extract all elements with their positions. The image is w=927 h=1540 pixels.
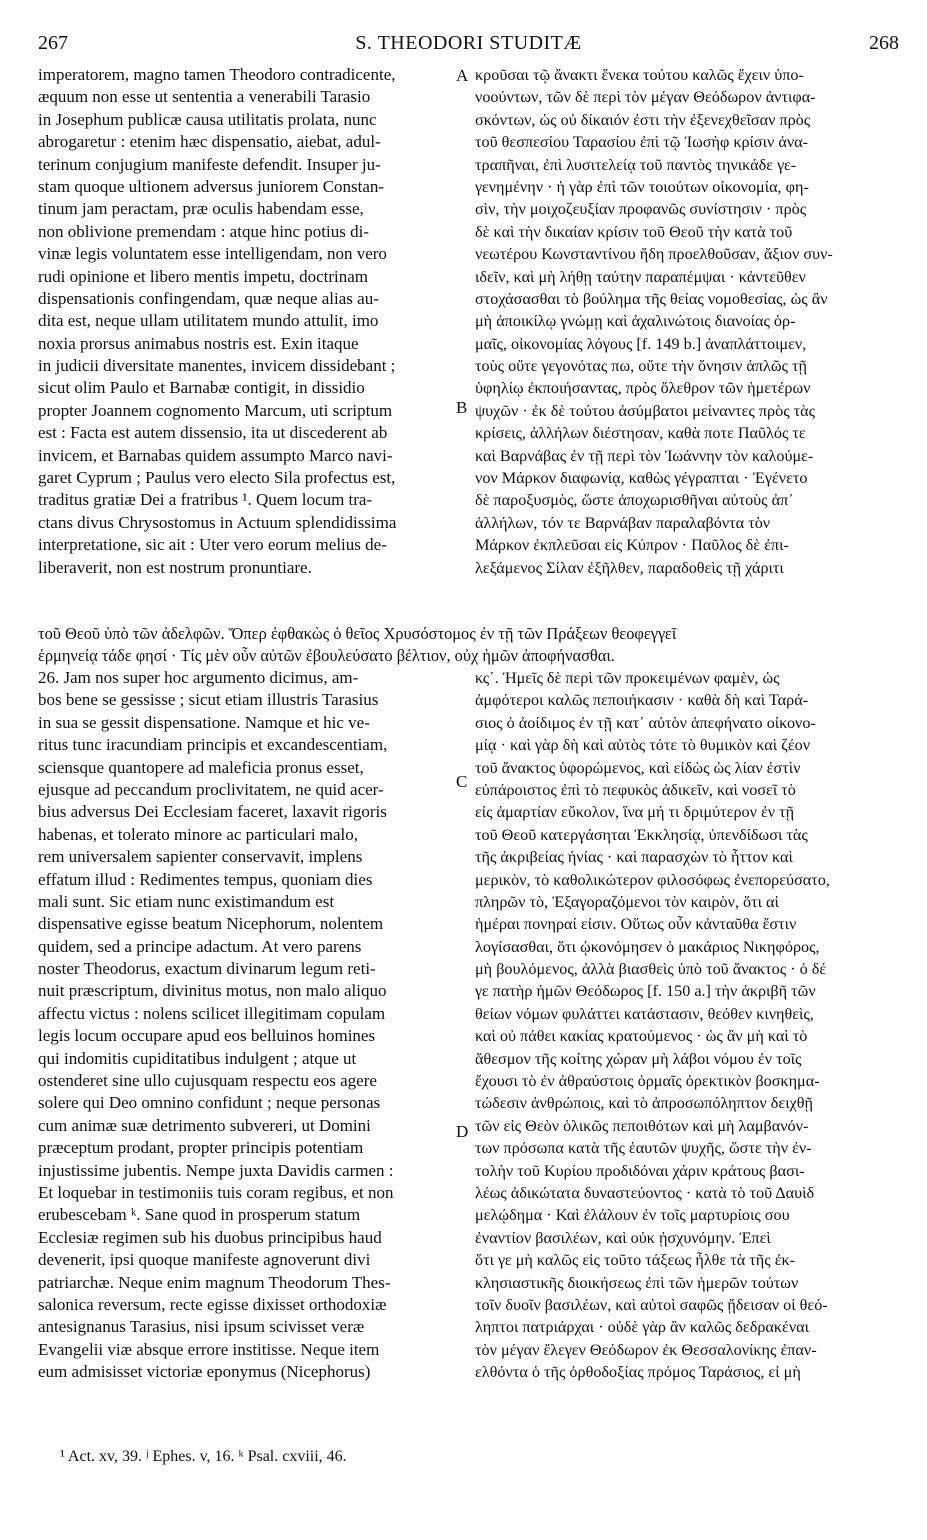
- greek-text-line: κς΄. Ἡμεῖς δὲ περὶ τῶν προκειμένων φαμὲν, ὡς: [475, 669, 780, 687]
- greek-text-line: καὶ οὐ πάθει κακίας κρατούμενος · ὡς ἂν μὴ καὶ τὸ: [475, 1027, 808, 1046]
- latin-text-line: antesignanus Tarasius, nisi ipsum scivisset veræ: [38, 1317, 365, 1337]
- greek-column-bottom: [475, 667, 897, 1384]
- latin-text-line: noxia prorsus animabus nostris est. Exin itaque: [38, 333, 359, 353]
- latin-text-line: eum admisisset victoriæ eponymus (Nicephorus): [38, 1362, 371, 1382]
- greek-text-line: τολὴν τοῦ Κυρίου προδιδόναι χάριν κράτους βασι-: [475, 1161, 805, 1180]
- latin-text-line: invicem, et Barnabas quidem assumpto Marco navi-: [38, 445, 393, 465]
- latin-text-line: vinæ legis voluntatem esse intelligendam, non vero: [38, 244, 387, 264]
- greek-text-line: μελῴδημα · Καὶ ἐλάλουν ἐν τοῖς μαρτυρίοις σου: [475, 1206, 790, 1225]
- greek-text-line: μὴ βουλόμενος, ἀλλὰ βιασθεὶς ὑπὸ τοῦ ἄνακτος · ὁ δέ: [475, 960, 827, 979]
- margin-marker-a: A: [456, 66, 469, 85]
- greek-text-line: μίᾳ · καὶ γὰρ δὴ καὶ αὐτὸς τότε τὸ θυμικὸν καὶ ζέον: [475, 736, 811, 755]
- footnotes: ¹ Act. xv, 39. ʲ Ephes. v, 16. ᵏ Psal. cxviii, 46.: [60, 1448, 347, 1465]
- latin-text-line: 26. Jam nos super hoc argumento dicimus, am-: [38, 668, 359, 687]
- greek-text-line: ἀλλήλων, τόν τε Βαρνάβαν παραλαβόντα τὸν: [475, 513, 771, 532]
- greek-text-line: πληρῶν τὸ, Ἐξαγοραζόμενοι τὸν καιρὸν, ὅτι αἱ: [475, 892, 779, 911]
- greek-text-line: ἄθεσμον τῆς κοίτης χώραν μὴ λάβοι νόμου ἐν τοῖς: [475, 1049, 802, 1068]
- latin-text-line: tinum jam peractam, præ oculis habendam esse,: [38, 199, 364, 219]
- greek-text-line: δὲ καὶ τὴν δικαίαν κρίσιν τοῦ Θεοῦ τὴν κατὰ τοῦ: [475, 222, 793, 241]
- latin-text-line: æquum non esse ut sententia a venerabili Tarasio: [38, 87, 371, 107]
- latin-text-line: nuit præscriptum, divinitus motus, non malo aliquo: [38, 981, 387, 1001]
- latin-text-line: Evangelii viæ absque errore institisse. Neque item: [38, 1339, 380, 1359]
- greek-text-line: Μάρκον ἐκπλεῦσαι εἰς Κύπρον · Παῦλος δὲ ἐπι-: [475, 536, 789, 555]
- greek-text-line: λέως ἀδικώτατα δυναστεύοντος · κατὰ τὸ τοῦ Δαυὶδ: [475, 1183, 815, 1202]
- greek-text-line: μαῖς, οἰκονομίας λόγους [f. 149 b.] ἀναπλάττοιμεν,: [475, 334, 807, 353]
- latin-text-line: Et loquebar in testimoniis tuis coram regibus, et non: [38, 1182, 394, 1202]
- left-page-number: 267: [38, 32, 68, 54]
- margin-marker-c: C: [456, 772, 468, 791]
- latin-text-line: Ecclesiæ regimen sub his duobus principibus haud: [38, 1227, 382, 1247]
- greek-text-line: δὲ παροξυσμὸς, ὥστε ἀποχωρισθῆναι αὐτοὺς ἀπ᾽: [475, 491, 794, 510]
- latin-text-line: terinum conjugium manifeste defendit. Insuper ju-: [38, 154, 381, 174]
- latin-text-line: ostenderet sine ullo cujusquam respectu eos agere: [38, 1071, 377, 1091]
- latin-text-line: effatum illud : Redimentes tempus, quoniam dies: [38, 869, 373, 889]
- latin-text-line: stam quoque ultionem adversus juniorem Constan-: [38, 176, 385, 196]
- latin-text-line: interpretatione, sic ait : Uter vero eorum melius de-: [38, 535, 387, 555]
- latin-text-line: devenerit, ipsi quoque manifeste agnoverunt divi: [38, 1250, 371, 1270]
- full-width-text-line: τοῦ Θεοῦ ὑπὸ τῶν ἀδελφῶν. Ὅπερ ἐφθακὼς ὁ θεῖος Χρυσόστομος ἐν τῇ τῶν Πράξεων θεοφεγγεῖ: [38, 624, 677, 643]
- greek-text-line: λογίσασθαι, ὅτι ᾠκονόμησεν ὁ μακάριος Νικηφόρος,: [475, 937, 820, 956]
- latin-text-line: bos bene se gessisse ; sicut etiam illustris Tarasius: [38, 690, 379, 710]
- latin-text-line: solere qui Deo omnino confidunt ; neque personas: [38, 1093, 381, 1113]
- greek-text-line: νοούντων, τῶν δὲ περὶ τὸν μέγαν Θεόδωρον ἀντιφα-: [475, 88, 816, 107]
- latin-text-line: est : Facta est autem dissensio, ita ut discederent ab: [38, 423, 388, 443]
- latin-text-line: qui indomitis cupiditatibus indulgent ; atque ut: [38, 1048, 357, 1068]
- greek-text-line: ἐναντίον βασιλέων, καὶ οὐκ ᾐσχυνόμην. Ἐπεὶ: [475, 1228, 771, 1247]
- latin-text-line: non oblivione premendam : atque hinc potius di-: [38, 221, 369, 241]
- greek-text-line: εὐπάροιστος ἐπὶ τὸ πεφυκὸς ἀδικεῖν, καὶ νοσεῖ τὸ: [475, 780, 796, 799]
- greek-text-line: μερικὸν, τὸ καθολικώτερον φιλοσόφως ἐνεπορεύσατο,: [475, 870, 830, 889]
- latin-text-line: quidem, sed a principe adactum. At vero parens: [38, 936, 362, 956]
- latin-text-line: erubescebam ᵏ. Sane quod in prosperum statum: [38, 1205, 361, 1225]
- latin-text-line: noster Theodorus, exactum divinarum legum reti-: [38, 959, 376, 979]
- latin-text-line: in sua se gessit dispensatione. Namque et hic ve-: [38, 712, 370, 732]
- latin-text-line: injustissime jubentis. Nempe juxta Davidis carmen :: [38, 1160, 394, 1180]
- page-title: S. THEODORI STUDITÆ: [355, 32, 582, 54]
- latin-text-line: præceptum prodant, propter principis potentiam: [38, 1138, 364, 1158]
- greek-text-line: καὶ Βαρνάβας ἐν τῇ περὶ τὸν Ἰωάννην τὸν καλούμε-: [475, 446, 814, 465]
- greek-text-line: νεωτέρου Κωνσταντίνου ἤδη προελθοῦσαν, ἄξιον συν-: [475, 245, 833, 264]
- latin-column-bottom: [38, 667, 458, 1384]
- greek-text-line: τώδεσιν ἀνθρώποις, καὶ τὸ ἀπροσωπόληπτον δειχθῇ: [475, 1094, 813, 1113]
- latin-text-line: dispensative egisse beatum Nicephorum, nolentem: [38, 914, 384, 934]
- latin-text-line: garet Cyprum ; Paulus vero electo Sila profectus est,: [38, 468, 396, 488]
- greek-text-line: μὴ ἀποικίλῳ γνώμῃ καὶ ἀχαλινώτοις διανοίας ὁρ-: [475, 312, 796, 331]
- greek-text-line: ληπτοι πατριάρχαι · οὐδὲ γὰρ ἂν καλῶς δεδρακέναι: [475, 1318, 810, 1337]
- greek-text-line: κροῦσαι τῷ ἄνακτι ἕνεκα τούτου καλῶς ἔχειν ὑπο-: [475, 66, 804, 84]
- full-width-text: [38, 623, 898, 668]
- greek-text-line: τοὺς οὔτε γεγονότας πω, οὔτε τὴν ὄνησιν ἁπλῶς τῇ: [475, 357, 807, 376]
- running-header: [38, 32, 899, 54]
- greek-text-line: τὸν μέγαν ἔλεγεν Θεόδωρον ἐκ Θεσσαλονίκης ἐπαν-: [475, 1340, 817, 1359]
- latin-text-line: ctans divus Chrysostomus in Actuum splendidissima: [38, 512, 397, 532]
- greek-text-line: σιος ὁ ἀοίδιμος ἐν τῇ κατ᾽ αὐτὸν ἀπεφήνατο οἰκονο-: [475, 713, 816, 732]
- latin-text-line: salonica reversum, recte egisse dixisset orthodoxiæ: [38, 1294, 387, 1314]
- greek-text-line: ἡμέραι πονηραί εἰσιν. Οὕτως οὖν κἀνταῦθα ἔστιν: [475, 915, 797, 934]
- latin-text-line: traditus gratiæ Dei a fratribus ¹. Quem locum tra-: [38, 490, 373, 510]
- latin-text-line: in Josephum publicæ causa utilitatis prolata, nunc: [38, 109, 377, 129]
- latin-text-line: in judicii diversitate manentes, invicem dissidebant ;: [38, 356, 396, 376]
- latin-text-line: mali sunt. Sic etiam nunc existimandum est: [38, 891, 335, 911]
- latin-text-line: legis locum occupare apud eos belluinos homines: [38, 1026, 376, 1046]
- greek-text-line: τοῦ ἄνακτος ὑφορώμενος, καὶ εἰδὼς ὡς λίαν ἐστὶν: [475, 758, 801, 777]
- latin-text-line: bius adversus Dei Ecclesiam faceret, laxavit rigoris: [38, 802, 387, 822]
- latin-text-line: ejusque ad peccandum proclivitatem, ne quid acer-: [38, 779, 384, 799]
- full-width-text-line: ἑρμηνείᾳ τάδε φησί · Τίς μὲν οὖν αὐτῶν ἐβουλεύσατο βέλτιον, οὐχ ἡμῶν ἀποφήνασθαι.: [38, 646, 615, 666]
- latin-column-top: [38, 64, 458, 579]
- greek-text-line: ἔχουσι τὸ ἐν ἀθραύστοις ὁρμαῖς ὀρεκτικὸν βοσκημα-: [475, 1072, 820, 1091]
- greek-text-line: ὑφηλίῳ ἐκποιήσαντας, πρὸς ὄλεθρον τῶν ἡμετέρων: [475, 379, 811, 398]
- greek-text-line: τοῦ Θεοῦ κατεργάσηται Ἐκκλησίᾳ, ὑπενδίδωσι τὰς: [475, 825, 808, 844]
- latin-text-line: propter Joannem cognomento Marcum, uti scriptum: [38, 400, 393, 420]
- greek-text-line: ὅτι γε μὴ καλῶς εἰς τοῦτο τάξεως ἦλθε τὰ τῆς ἐκ-: [475, 1251, 796, 1270]
- greek-text-line: ελθόντα ὁ τῆς ὀρθοδοξίας πρόμος Ταράσιος, εἰ μὴ: [475, 1363, 801, 1382]
- greek-text-line: τοῖν δυοῖν βασιλέων, καὶ αὐτοὶ σαφῶς ᾔδεισαν οἱ θεό-: [475, 1295, 828, 1314]
- margin-marker-b: B: [456, 398, 468, 417]
- greek-text-line: τῆς ἀκριβείας ἡνίας · καὶ παρασχὼν τὸ ἧττον καὶ: [475, 848, 793, 867]
- greek-text-line: των πρόσωπα κατὰ τῆς ἑαυτῶν ψυχῆς, ὥστε τὴν ἐν-: [475, 1139, 812, 1158]
- latin-text-line: patriarchæ. Neque enim magnum Theodorum Thes-: [38, 1272, 391, 1292]
- greek-text-line: νον Μάρκον διαφωνίᾳ, καθὼς γέγραπται · Ἐγένετο: [475, 469, 808, 488]
- greek-text-line: τραπῆναι, ἐπὶ λυσιτελείᾳ τοῦ παντὸς τηνικάδε γε-: [475, 155, 797, 174]
- latin-text-line: affectu victus : nolens scilicet illegitimam copulam: [38, 1003, 386, 1023]
- greek-text-line: κρίσεις, ἀλλήλων διέστησαν, καθὰ ποτε Παῦλός τε: [475, 424, 806, 443]
- greek-text-line: λεξάμενος Σίλαν ἐξῆλθεν, παραδοθεὶς τῇ χάριτι: [475, 558, 784, 577]
- latin-text-line: imperatorem, magno tamen Theodoro contradicente,: [38, 65, 396, 84]
- greek-text-line: σκόντων, ὡς οὐ δίκαιόν ἐστι τὴν ἐξενεχθεῖσαν πρὸς: [475, 110, 811, 129]
- greek-text-line: στοχάσασθαι τὸ βούλημα τῆς θείας νομοθεσίας, ὡς ἂν: [475, 289, 828, 308]
- greek-text-line: θείων νόμων φυλάττει κατάστασιν, θεόθεν κινηθεὶς,: [475, 1004, 814, 1023]
- greek-text-line: τοῦ θεσπεσίου Ταρασίου ἐπὶ τῷ Ἰωσὴφ κρίσιν ἀνα-: [475, 133, 809, 152]
- latin-text-line: dispensationis confingendam, quæ neque alias au-: [38, 288, 379, 308]
- greek-text-line: ἀμφότεροι καλῶς πεποιήκασιν · καθὰ δὴ καὶ Ταρά-: [475, 691, 809, 710]
- latin-text-line: liberaverit, non est nostrum pronuntiare.: [38, 557, 312, 577]
- latin-text-line: abrogaretur : etenim hæc dispensatio, aiebat, adul-: [38, 132, 381, 152]
- greek-text-line: ιδεῖν, καὶ μὴ λήθῃ ταύτην παραπέμψαι · κἀντεῦθεν: [475, 267, 806, 286]
- greek-text-line: γε πατὴρ ἡμῶν Θεόδωρος [f. 150 a.] τὴν ἀκριβῆ τῶν: [475, 982, 816, 1001]
- greek-text-line: εἰς ἁμαρτίαν εὔκολον, ἵνα μή τι δριμύτερον ἐν τῇ: [475, 803, 795, 822]
- greek-text-line: τῶν εἰς Θεὸν ὁλικῶς πεποιθότων καὶ μὴ λαμβανόν-: [475, 1116, 809, 1135]
- margin-marker-d: D: [456, 1122, 469, 1141]
- latin-text-line: dita est, neque ullam utilitatem mundo attulit, imo: [38, 311, 379, 331]
- greek-text-line: γενημένην · ἡ γὰρ ἐπὶ τῶν τοιούτων οἰκονομία, φη-: [475, 177, 809, 196]
- latin-text-line: sciensque quantopere ad maleficia pronus esset,: [38, 757, 364, 777]
- greek-column-top: [475, 64, 897, 579]
- latin-text-line: rudi opinione et libero mentis impetu, doctrinam: [38, 266, 369, 286]
- latin-text-line: ritus tunc iracundiam principis et excandescentiam,: [38, 735, 388, 755]
- greek-text-line: σὶν, τὴν μοιχοζευξίαν προφανῶς συνίστησιν · πρὸς: [475, 200, 807, 219]
- right-page-number: 268: [869, 32, 899, 54]
- latin-text-line: sicut olim Paulo et Barnabæ contigit, in dissidio: [38, 378, 365, 398]
- greek-text-line: κλησιαστικῆς διοικήσεως ἐπὶ τῶν ἡμερῶν τούτων: [475, 1273, 799, 1292]
- latin-text-line: rem universalem sapienter conservavit, implens: [38, 847, 363, 867]
- latin-text-line: cum animæ suæ detrimento subvereri, ut Domini: [38, 1115, 371, 1135]
- greek-text-line: ψυχῶν · ἐκ δὲ τούτου ἀσύμβατοι μείναντες πρὸς τὰς: [475, 401, 816, 420]
- latin-text-line: habenas, et tolerato minore ac particulari malo,: [38, 824, 359, 844]
